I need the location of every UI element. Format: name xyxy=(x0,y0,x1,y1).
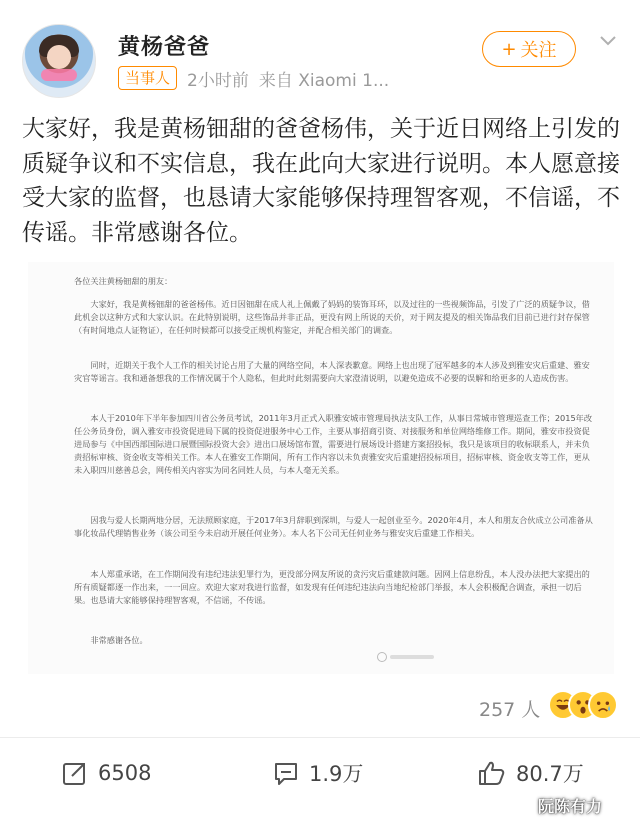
statement-paragraph: 本人郑重承诺，在工作期间没有违纪违法犯罪行为，更没部分网友所说的贪污灾后重建款问题。因网上信息纷乱，本人没办法把大家提出的所有质疑都逐一作出来，一一回应。欢迎大家对我进行监督，如发现有任何违纪违法向当地纪检部门举报，本人会积极配合调查，承担一切后果。也恳请大家能够保持理智客观，不信谣，不传谣。 xyxy=(74,569,590,606)
post-time: 2小时前 xyxy=(187,70,249,91)
post-header xyxy=(0,0,640,110)
comment-button[interactable] xyxy=(273,758,363,788)
status-badge: 当事人 xyxy=(118,66,177,90)
divider xyxy=(0,737,640,738)
attached-statement-image[interactable] xyxy=(28,262,614,674)
like-button[interactable] xyxy=(478,758,584,788)
avatar-scarf xyxy=(41,69,77,81)
chevron-down-icon[interactable] xyxy=(598,30,618,50)
reactions-row xyxy=(0,684,640,730)
comment-count: 1.9万 xyxy=(309,762,364,786)
plus-icon: + xyxy=(501,38,517,60)
statement-greeting: 各位关注黄杨钿甜的朋友： xyxy=(74,276,173,286)
like-count: 80.7万 xyxy=(516,762,584,786)
post-meta xyxy=(118,66,389,90)
statement-paragraph: 因我与爱人长期两地分居，无法照顾家庭，于2017年3月辞职到深圳，与爱人一起创业至今。2020年4月，本人和朋友合伙成立公司准备从事化妆品代理销售业务（该公司至今未启动开展任何业务）。本人名下公司无任何业务与雅安灾后重建工作相关。 xyxy=(74,515,593,539)
post-source[interactable]: 来自 Xiaomi 1... xyxy=(258,70,390,91)
watermark: 阮陈有力 xyxy=(538,797,603,816)
avatar-face xyxy=(47,45,71,69)
repost-button[interactable] xyxy=(62,758,151,788)
statement-paragraph: 同时，近期关于我个人工作的相关讨论占用了大量的网络空间，本人深表歉意。网络上也出现了冠军越多的本人涉及到雅安灾后重建、雅安灾官等谣言。我和通备想我的工作情况属于个人隐私，但此时此刻需要向大家澄清说明，以避免造成不必要的误解和给更多的人造成伤害。 xyxy=(74,360,590,384)
avatar[interactable] xyxy=(22,24,96,98)
weibo-watermark-icon xyxy=(376,651,456,663)
statement-paragraph: 非常感谢各位。 xyxy=(90,635,148,645)
statement-paragraph: 大家好，我是黄杨钿甜的爸爸杨伟。近日因钿甜在成人礼上佩戴了妈妈的装饰耳环，以及过往的一些视频饰品，引发了广泛的质疑争议，借此机会以这种方式和大家认识。在此特别说明，这些饰品并非正品，更没有网上所说的天价，对于网友提及的相关饰品我们目前已进行封存保管（有时间地点人证物证），在任何时候都可以接受正规机构鉴定，并配合相关部门的调查。 xyxy=(74,299,590,336)
repost-icon xyxy=(62,760,88,786)
thumbs-up-icon xyxy=(478,760,506,786)
follow-button[interactable] xyxy=(482,31,576,67)
follow-label: 关注 xyxy=(520,40,557,61)
statement-paragraph: 本人于2010年下半年参加四川省公务员考试，2011年3月正式入职雅安城市管理局执法支队工作，从事日常城市管理巡查工作；2015年改任公务员身份，调入雅安市投资促进局下属的投资促进服务中心工作，主要从事招商引资、对接服务和单位网络维修工作。期间，雅安市投资促进局参与《中国西部国际进口展暨国际投资大会》进出口展场馆布置，需要进行展场设计搭建方案招投标，我只是该项目的收标联系人，并未负责招标审核、资金收支等相关工作。本人在雅安工作期间，所有工作内容以未负责雅安灾后重建招投标项目，招标审核、资金收支等工作，更从未入职四川慈善总会，网传相关内容实为同名同姓人员，与本人毫无关系。 xyxy=(74,413,593,476)
username[interactable]: 黄杨爸爸 xyxy=(118,35,211,60)
post-text: 大家好，我是黄杨钿甜的爸爸杨伟，关于近日网络上引发的质疑争议和不实信息，我在此向大家进行说明。本人愿意接受大家的监督，也恳请大家能够保持理智客观，不信谣，不传谣。非常感谢各位。 xyxy=(22,116,620,246)
sad-emoji-icon[interactable] xyxy=(588,690,618,720)
repost-count: 6508 xyxy=(98,761,152,785)
comment-icon xyxy=(273,760,299,786)
reaction-count[interactable]: 257 人 xyxy=(479,699,541,721)
